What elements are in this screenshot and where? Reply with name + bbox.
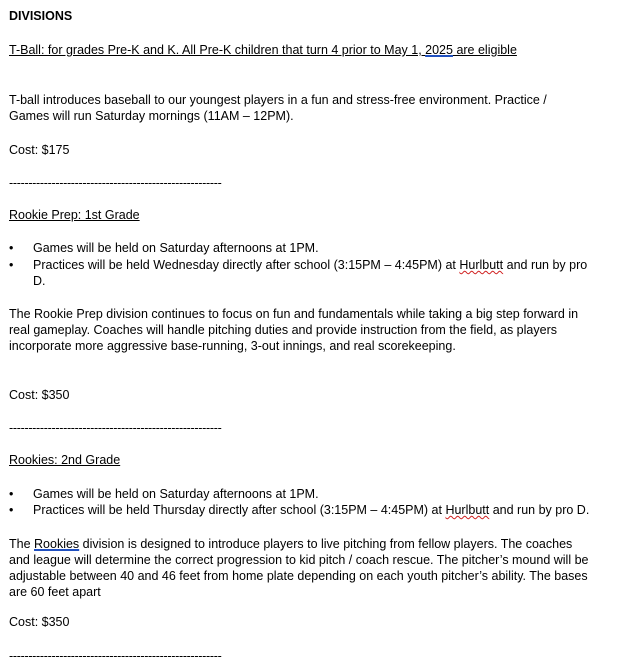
tball-cost: Cost: $175 bbox=[9, 143, 70, 157]
rookies-desc-pre: The bbox=[9, 537, 35, 551]
tball-heading bbox=[9, 42, 517, 58]
rookies-heading: Rookies: 2nd Grade bbox=[9, 453, 121, 467]
rookie-prep-desc-line-2: real gameplay. Coaches will handle pitching duties and provide instruction from the field, as players bbox=[9, 323, 557, 337]
rookies-desc-word: Rookies bbox=[34, 537, 80, 551]
rookie-prep-location: Hurlbutt bbox=[459, 258, 504, 272]
bullet-icon: • bbox=[9, 503, 14, 517]
rookie-prep-bullet-2-post: and run by pro bbox=[503, 258, 588, 272]
page-title: DIVISIONS bbox=[9, 9, 73, 23]
rookies-desc-line-2: and league will determine the correct progression to kid pitch / coach rescue. The pitcher’s mound will be bbox=[9, 553, 589, 567]
rookies-desc-line-4: are 60 feet apart bbox=[9, 585, 101, 599]
bullet-icon: • bbox=[9, 258, 14, 272]
rookies-cost: Cost: $350 bbox=[9, 615, 70, 629]
separator-1: ------------------------------------------------------- bbox=[9, 176, 222, 190]
rookie-prep-bullet-2-pre: Practices will be held Wednesday directly after school (3:15PM – 4:45PM) at bbox=[33, 258, 460, 272]
bullet-icon: • bbox=[9, 487, 14, 501]
rookies-location: Hurlbutt bbox=[445, 503, 490, 517]
rookie-prep-heading: Rookie Prep: 1st Grade bbox=[9, 208, 140, 222]
rookies-desc-line-3: adjustable between 40 and 46 feet from home plate depending on each youth pitcher’s ability. The bases bbox=[9, 569, 588, 583]
separator-2: ------------------------------------------------------- bbox=[9, 421, 222, 435]
rookie-prep-desc-line-1: The Rookie Prep division continues to focus on fun and fundamentals while taking a big step forward in bbox=[9, 307, 579, 321]
rookie-prep-bullet-2-text bbox=[33, 257, 587, 273]
tball-heading-pre: T-Ball: for grades Pre-K and K. All Pre-K children that turn 4 prior to May 1, bbox=[9, 43, 426, 57]
rookie-prep-bullet-2-line-2: D. bbox=[33, 274, 46, 288]
separator-3: ------------------------------------------------------- bbox=[9, 649, 222, 663]
tball-desc-line-2: Games will run Saturday mornings (11AM – 12PM). bbox=[9, 109, 294, 123]
tball-heading-post: are eligible bbox=[452, 43, 517, 57]
rookie-prep-desc-line-3: incorporate more aggressive base-running, 3-out innings, and real scorekeeping. bbox=[9, 339, 456, 353]
rookies-bullet-2-pre: Practices will be held Thursday directly after school (3:15PM – 4:45PM) at bbox=[33, 503, 446, 517]
rookies-bullet-2-post: and run by pro D. bbox=[489, 503, 590, 517]
rookies-desc-line-1 bbox=[9, 536, 572, 552]
tball-desc-line-1: T-ball introduces baseball to our youngest players in a fun and stress-free environment. Practice / bbox=[9, 93, 547, 107]
tball-heading-year: 2025 bbox=[425, 43, 453, 57]
rookie-prep-bullet-1-text: Games will be held on Saturday afternoons at 1PM. bbox=[33, 241, 319, 255]
rookies-bullet-1-text: Games will be held on Saturday afternoons at 1PM. bbox=[33, 487, 319, 501]
rookies-bullet-2-text bbox=[33, 502, 589, 518]
rookie-prep-cost: Cost: $350 bbox=[9, 388, 70, 402]
bullet-icon: • bbox=[9, 241, 14, 255]
rookies-desc-post: division is designed to introduce players to live pitching from fellow players. The coaches bbox=[79, 537, 573, 551]
